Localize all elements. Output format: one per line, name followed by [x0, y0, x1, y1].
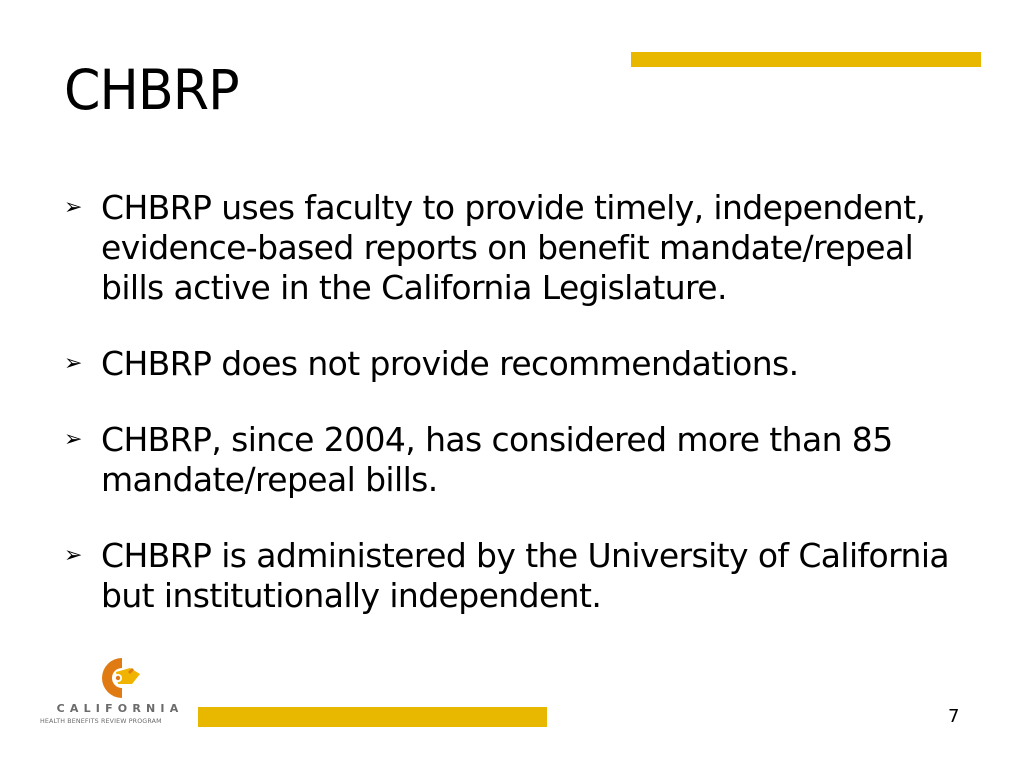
arrow-bullet-icon: ➢: [64, 351, 82, 376]
slide-title: CHBRP: [64, 58, 239, 122]
bullet-item: [64, 188, 969, 308]
bullet-text: CHBRP is administered by the University of California but institutionally independent.: [101, 536, 950, 615]
bullet-item: [64, 536, 969, 616]
bullet-text: CHBRP, since 2004, has considered more than 85 mandate/repeal bills.: [101, 420, 893, 499]
page-number: 7: [948, 706, 960, 727]
arrow-bullet-icon: ➢: [64, 427, 82, 452]
bullet-item: [64, 344, 969, 384]
bottom-accent-bar: [198, 707, 547, 727]
bullet-item: [64, 420, 969, 500]
chbrp-logo-icon: [92, 654, 150, 702]
arrow-bullet-icon: ➢: [64, 543, 82, 568]
arrow-bullet-icon: ➢: [64, 195, 82, 220]
logo-name: CALIFORNIA: [56, 702, 184, 715]
chbrp-logo: [40, 654, 200, 734]
logo-subtitle: HEALTH BENEFITS REVIEW PROGRAM: [40, 718, 162, 725]
bullet-text: CHBRP uses faculty to provide timely, independent, evidence-based reports on benefit mandate/repeal bills active in the California Legislature.: [101, 188, 926, 307]
bullet-list: [64, 188, 969, 652]
bullet-text: CHBRP does not provide recommendations.: [101, 344, 799, 383]
top-accent-bar: [631, 52, 981, 67]
